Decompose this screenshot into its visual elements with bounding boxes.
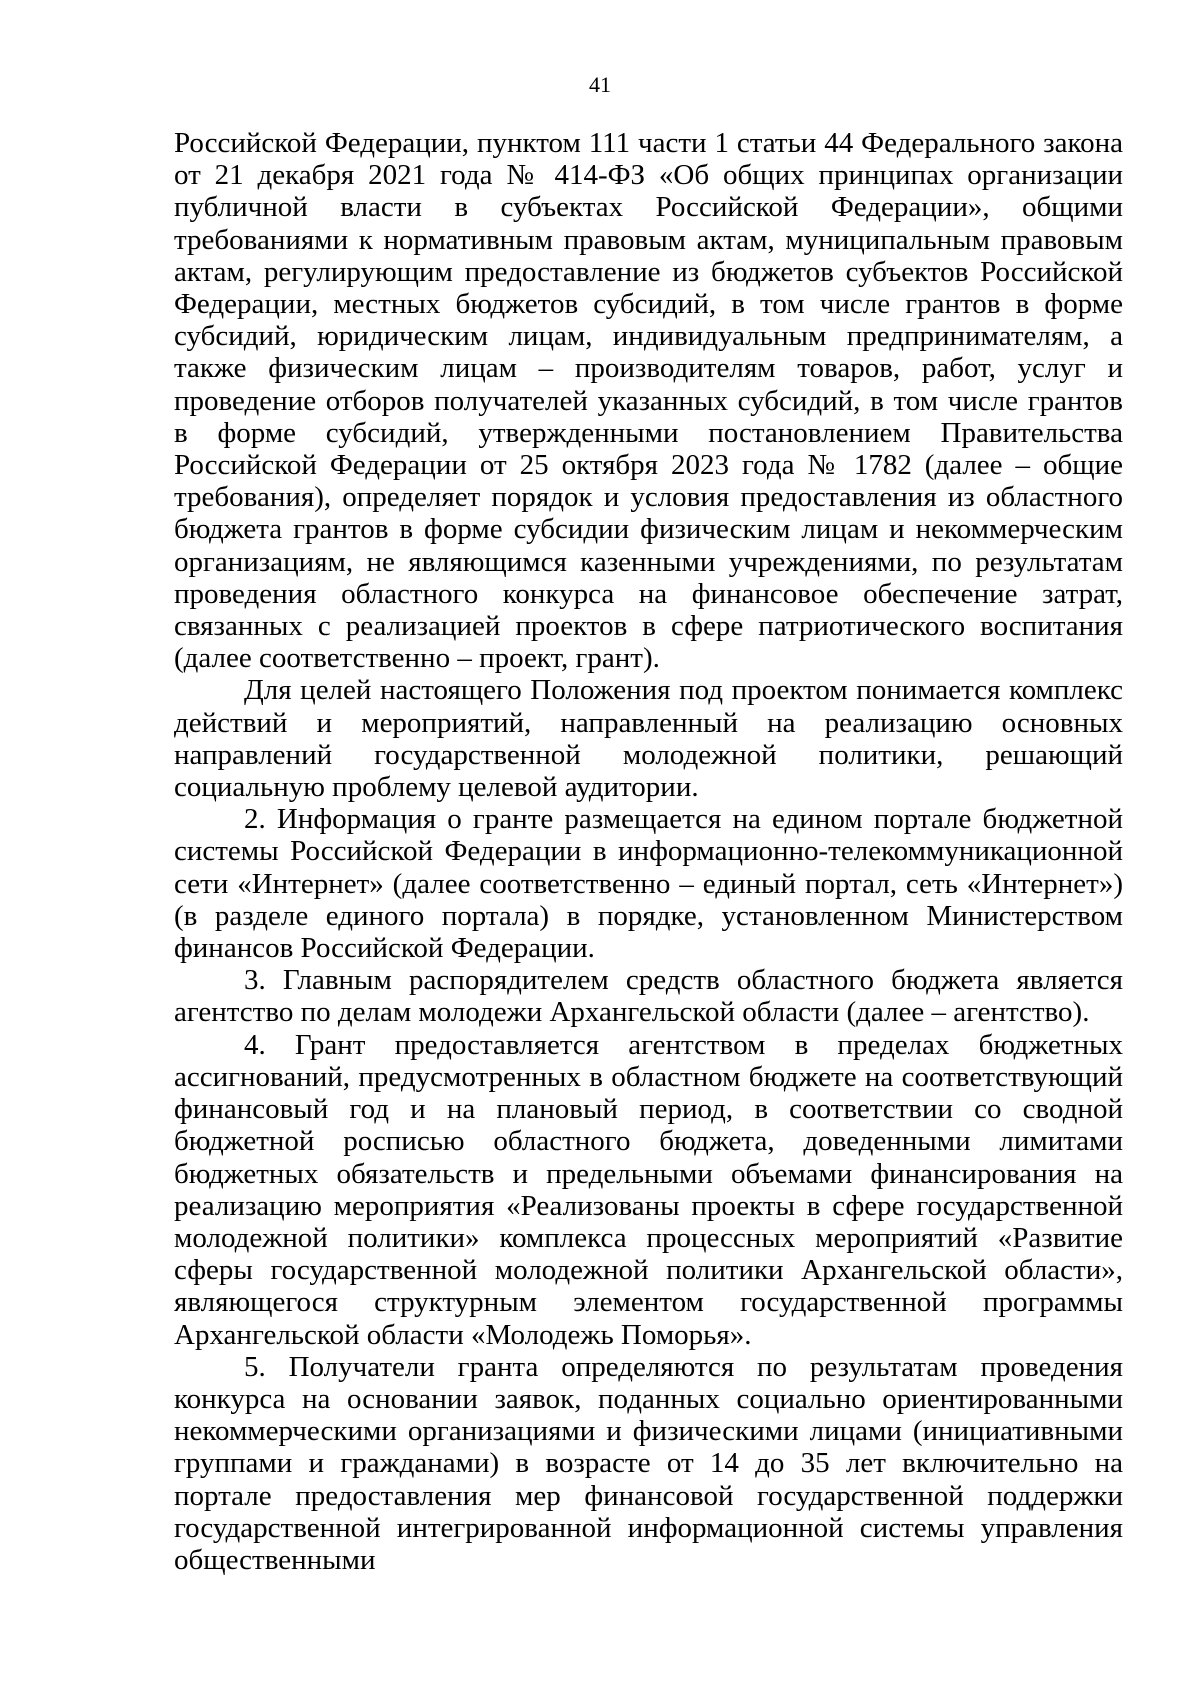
page-number: 41 xyxy=(589,72,611,97)
paragraph-project-definition: Для целей настоящего Положения под проектом понимается комплекс действий и мероприятий, направленный на реализацию основных направлений государственной молодежной политики, решающий социальную проблему целевой аудитории. xyxy=(174,674,1123,804)
paragraph-item-3: 3. Главным распорядителем средств областного бюджета является агентство по делам молодежи Архангельской области (далее – агентство). xyxy=(174,964,1123,1029)
paragraph-continuation: Российской Федерации, пунктом 111 части 1 статьи 44 Федерального закона от 21 декабря 2021 года № 414-ФЗ «Об общих принципах организации публичной власти в субъектах Российской Федерации», общими требованиями к нормативным правовым актам, муниципальным правовым актам, регулирующим предоставление из бюджетов субъектов Российской Федерации, местных бюджетов субсидий, в том числе грантов в форме субсидий, юридическим лицам, индивидуальным предпринимателям, а также физическим лицам – производителям товаров, работ, услуг и проведение отборов получателей указанных субсидий, в том числе грантов в форме субсидий, утвержденными постановлением Правительства Российской Федерации от 25 октября 2023 года № 1782 (далее – общие требования), определяет порядок и условия предоставления из областного бюджета грантов в форме субсидии физическим лицам и некоммерческим организациям, не являющимся казенными учреждениями, по результатам проведения областного конкурса на финансовое обеспечение затрат, связанных с реализацией проектов в сфере патриотического воспитания (далее соответственно – проект, грант). xyxy=(174,127,1123,675)
paragraph-item-5: 5. Получатели гранта определяются по результатам проведения конкурса на основании заявок, поданных социально ориентированными некоммерческими организациями и физическими лицами (инициативными группами и гражданами) в возрасте от 14 до 35 лет включительно на портале предоставления мер финансовой государственной поддержки государственной интегрированной информационной системы управления общественными xyxy=(174,1350,1123,1576)
paragraph-item-4: 4. Грант предоставляется агентством в пределах бюджетных ассигнований, предусмотренных в областном бюджете на соответствующий финансовый год и на плановый период, в соответствии со сводной бюджетной росписью областного бюджета, доведенными лимитами бюджетных обязательств и предельными объемами финансирования на реализацию мероприятия «Реализованы проекты в сфере государственной молодежной политики» комплекса процессных мероприятий «Развитие сферы государственной молодежной политики Архангельской области», являющегося структурным элементом государственной программы Архангельской области «Молодежь Поморья». xyxy=(174,1028,1123,1351)
document-body xyxy=(174,127,1123,1576)
paragraph-item-2: 2. Информация о гранте размещается на едином портале бюджетной системы Российской Федерации в информационно-телекоммуникационной сети «Интернет» (далее соответственно – единый портал, сеть «Интернет») (в разделе единого портала) в порядке, установленном Министерством финансов Российской Федерации. xyxy=(174,803,1123,965)
